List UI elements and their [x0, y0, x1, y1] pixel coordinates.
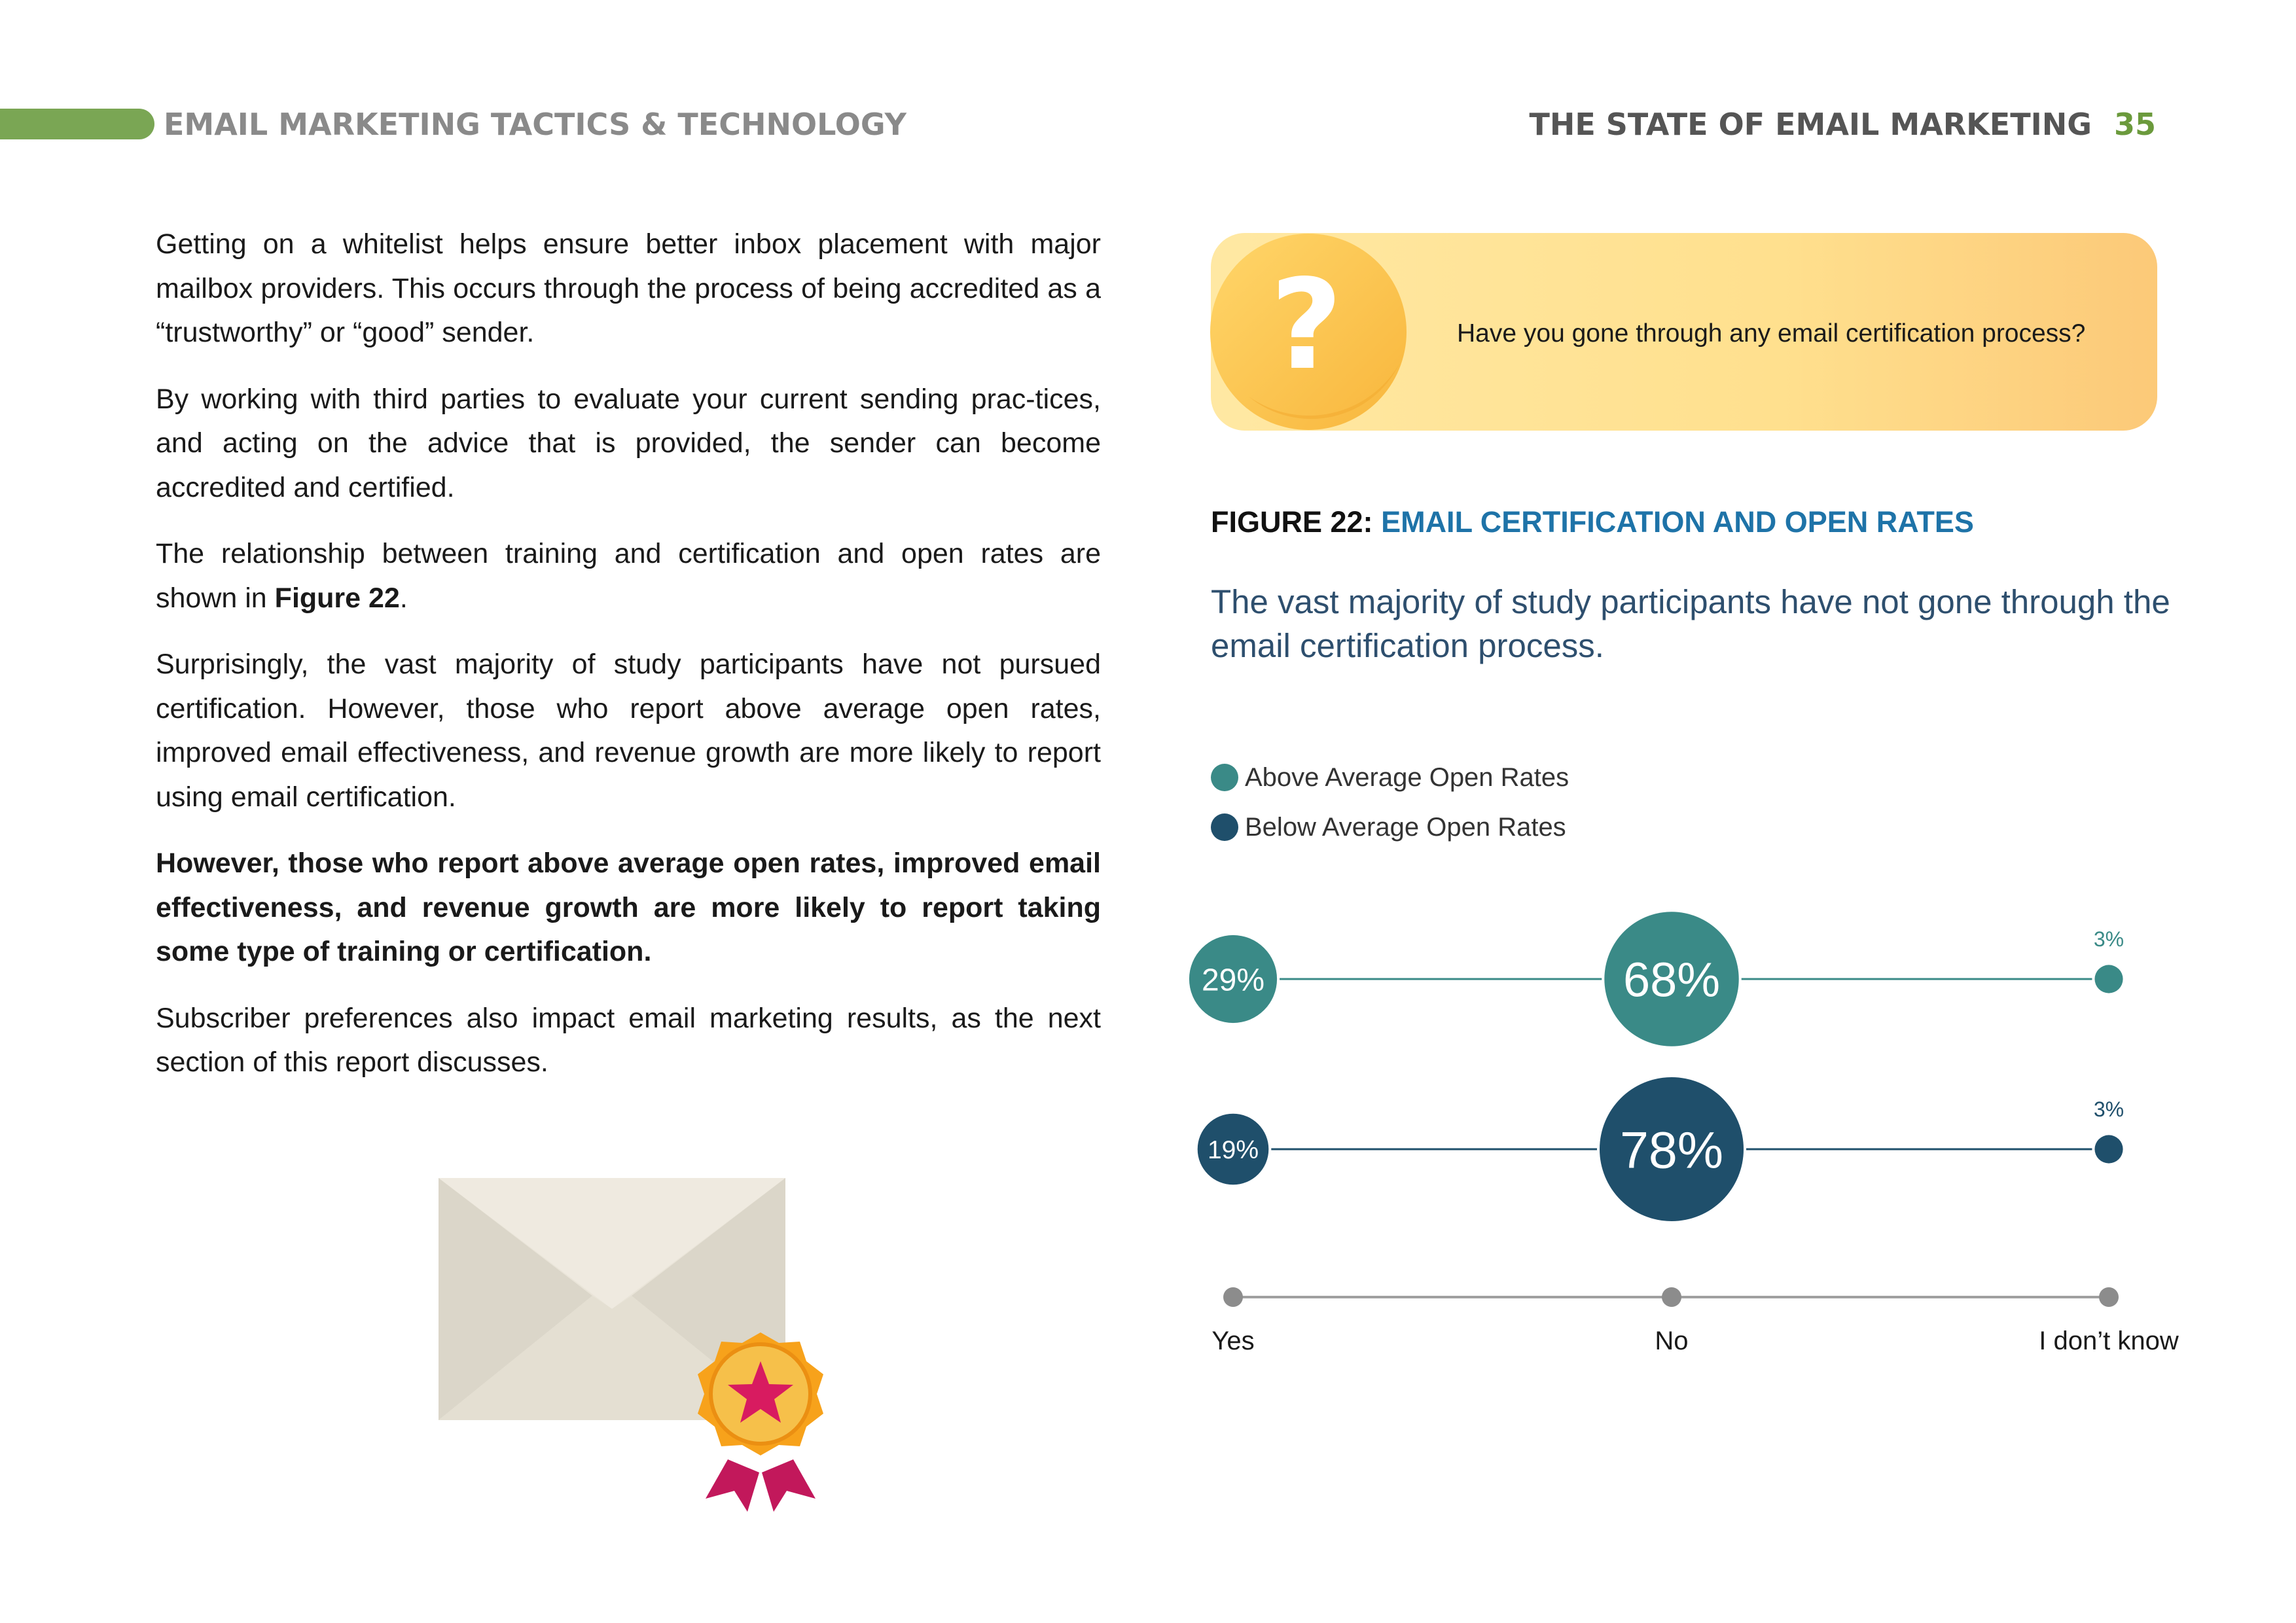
- figure-subtitle: The vast majority of study participants have not gone through the email certification process.: [1211, 583, 2170, 664]
- x-axis-tick-0: [1223, 1287, 1243, 1307]
- x-tick-label-1: No: [1655, 1327, 1689, 1355]
- svg-text:?: ?: [1270, 253, 1343, 397]
- data-point-s0-2: [2094, 965, 2123, 993]
- figure-number: FIGURE 22:: [1211, 505, 1373, 539]
- paragraph-4: Surprisingly, the vast majority of study participants have not pursued certification. However, those who report above average open rates, improved email effectiveness, and revenue growth are more likely to report using email certification.: [156, 649, 1101, 813]
- data-label-s0-2: 3%: [2093, 927, 2125, 951]
- data-label-s1-2: 3%: [2093, 1097, 2125, 1121]
- paragraph-5-bold: However, those who report above average open rates, improved email effectiveness, and revenue growth are more likely to report taking some type of training or certification.: [156, 847, 1101, 967]
- x-tick-label-2: I don’t know: [2039, 1327, 2179, 1355]
- question-text: Have you gone through any email certification process?: [1457, 319, 2086, 348]
- legend-label-above: Above Average Open Rates: [1245, 763, 1570, 792]
- data-point-s1-2: [2094, 1135, 2123, 1163]
- x-axis-tick-1: [1662, 1287, 1681, 1307]
- x-tick-label-0: Yes: [1211, 1327, 1255, 1355]
- section-title: EMAIL MARKETING TACTICS & TECHNOLOGY: [164, 107, 906, 142]
- paragraph-3-suffix: .: [399, 582, 408, 614]
- paragraph-6: Subscriber preferences also impact email marketing results, as the next section of this report discusses.: [156, 1002, 1101, 1078]
- figure-name: EMAIL CERTIFICATION AND OPEN RATES: [1381, 505, 1974, 539]
- x-axis-tick-2: [2099, 1287, 2119, 1307]
- data-label-s1-1: 78%: [1619, 1120, 1724, 1179]
- paragraph-1: Getting on a whitelist helps ensure better inbox placement with major mailbox providers. This occurs through the process of being accredited as a “trustworthy” or “good” sender.: [156, 228, 1101, 348]
- report-name: THE STATE OF EMAIL MARKETING: [1529, 107, 2092, 142]
- legend-label-below: Below Average Open Rates: [1245, 813, 1566, 842]
- paragraph-2: By working with third parties to evaluate your current sending prac-tices, and acting on the advice that is provided, the sender can become accredited and certified.: [156, 383, 1101, 503]
- data-label-s0-1: 68%: [1623, 952, 1721, 1007]
- data-label-s1-0: 19%: [1207, 1136, 1259, 1165]
- data-label-s0-0: 29%: [1201, 963, 1265, 998]
- page-number: 35: [2113, 107, 2156, 142]
- paragraph-3-prefix: The relationship between training and certification and open rates are shown in: [156, 538, 1101, 614]
- figure-reference: Figure 22: [274, 582, 400, 614]
